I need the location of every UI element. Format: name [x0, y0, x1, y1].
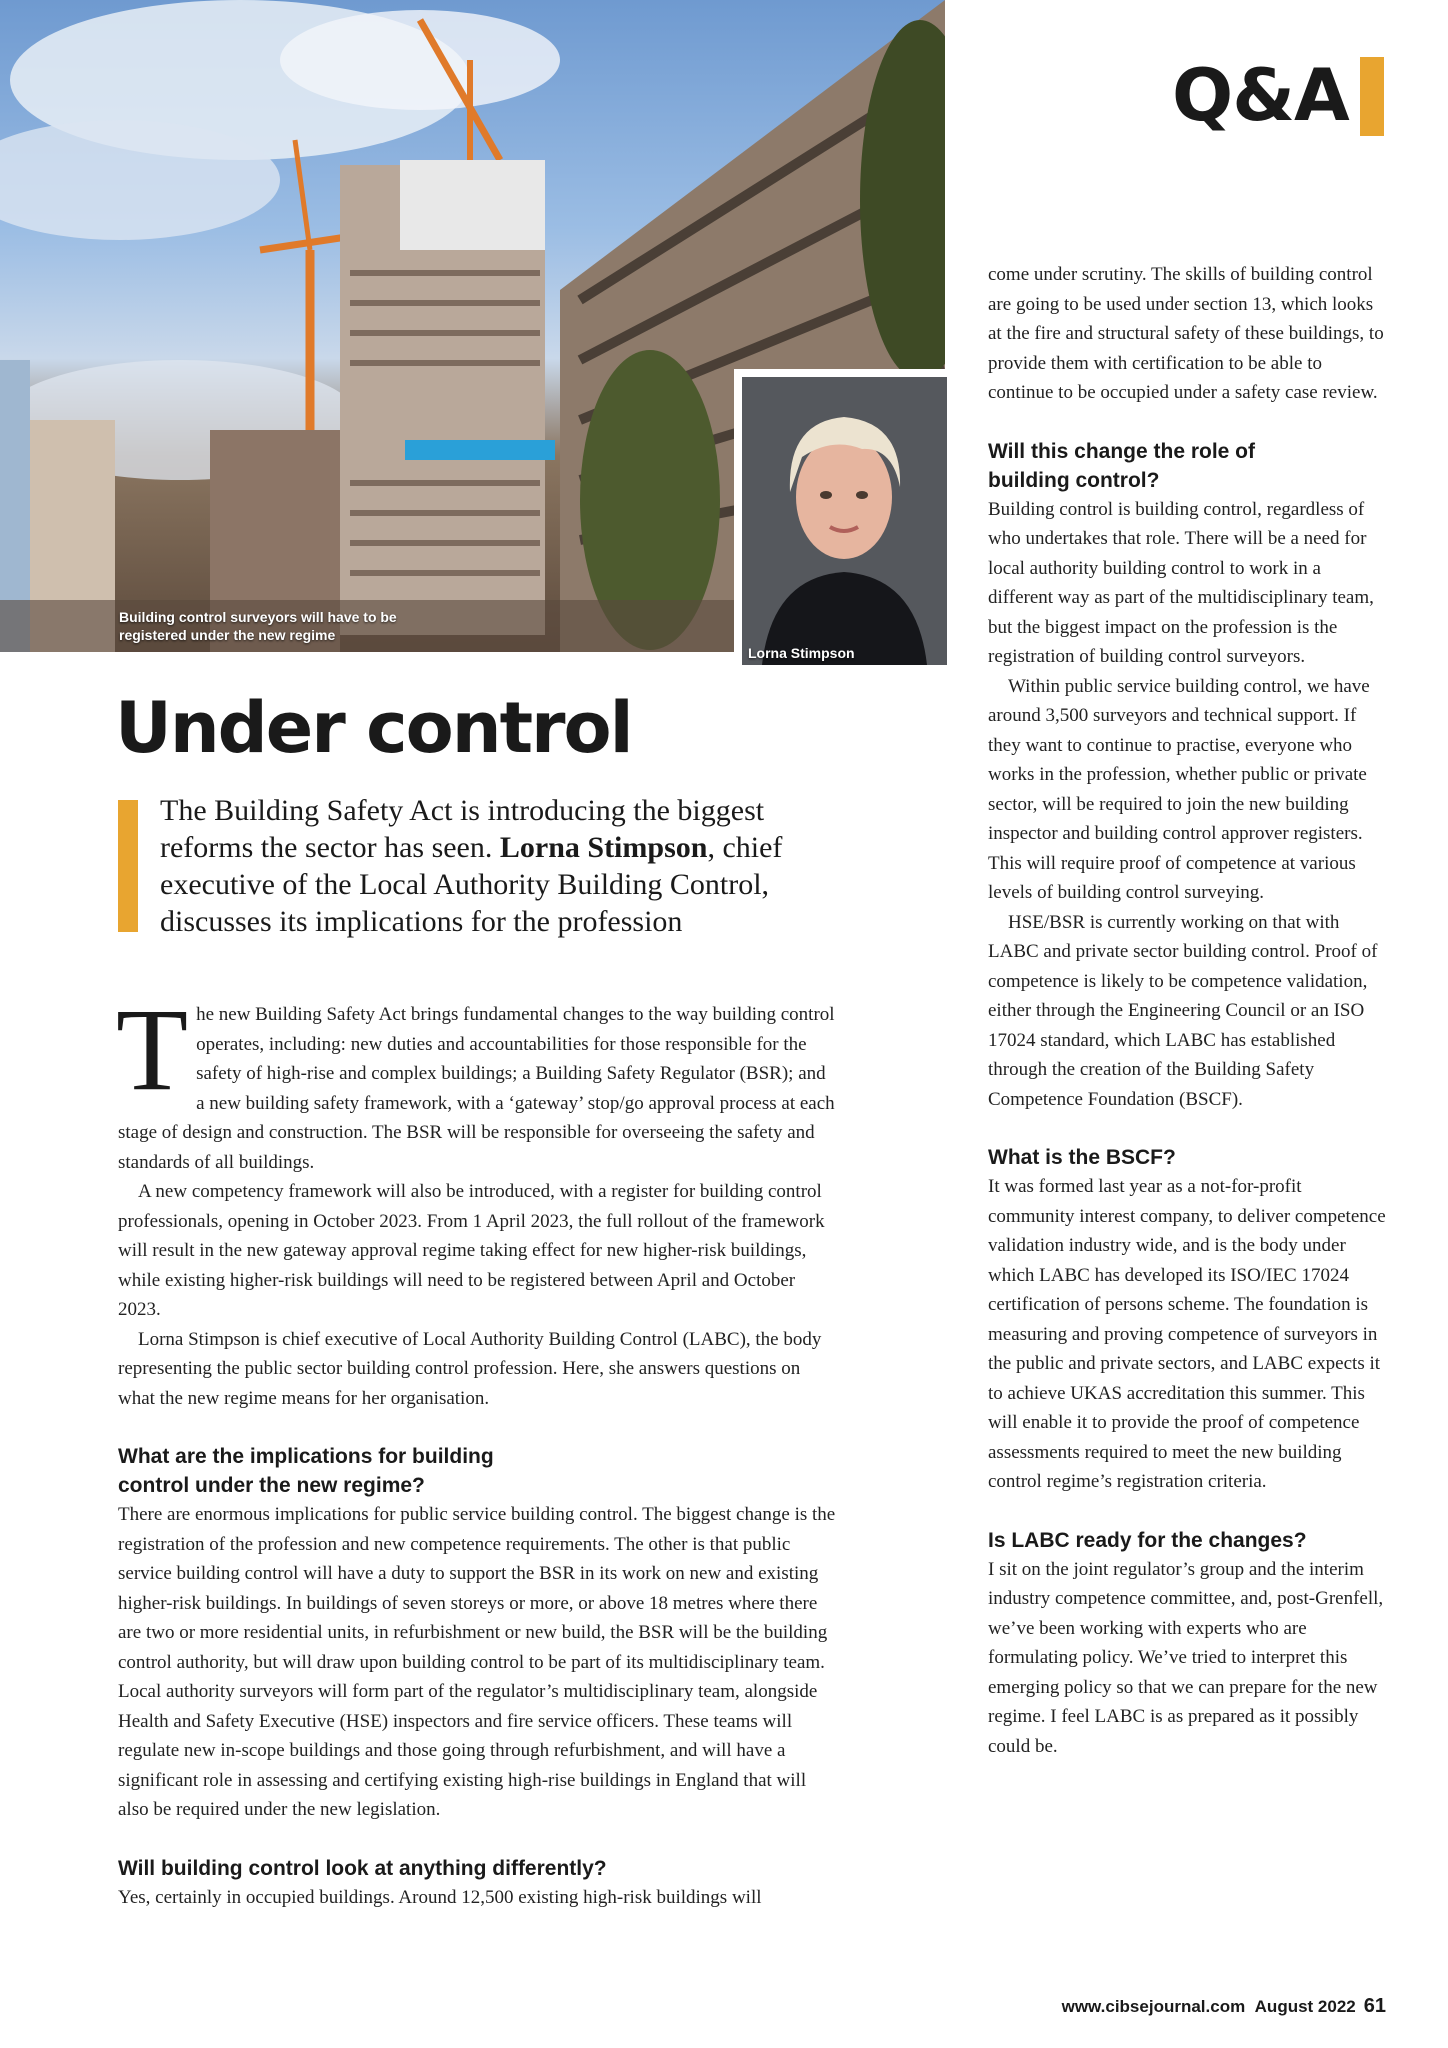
standfirst-text-2: , chief executive of the Local Authority Building Control, discusses its implications for the profession: [160, 831, 783, 938]
intro-paragraph: [116, 984, 838, 1177]
answer-paragraph: come under scrutiny. The skills of building control are going to be used under section 13, which looks at the fire and structural safety of these buildings, to provide them with certification to be able to continue to be occupied under a safety case review.: [988, 264, 1384, 403]
answer-paragraph: There are enormous implications for public service building control. The biggest change is the registration of the profession and new competence requirements. The other is that public service building control will have a duty to support the BSR in its work on new and existing higher-risk buildings. In buildings of seven storeys or more, or above 18 metres where there are two or more residential units, in refurbishment or new build, the BSR will be the building control authority, but will draw upon building control to be part of its multidisciplinary team. Local authority surveyors will form part of the regulator’s multidisciplinary team, alongside Health and Safety Executive (HSE) inspectors and fire service officers. These teams will regulate new in-scope buildings and those going through refurbishment, and will have a significant role in assessing and certifying existing high-rise buildings in England that will also be required under the new legislation.: [118, 1504, 836, 1820]
section-tag-accent-bar: [1360, 57, 1384, 136]
answer-paragraph: I sit on the joint regulator’s group and the interim industry competence committee, and, post-Grenfell, we’ve been working with experts who are formulating policy. We’ve tried to interpret this emerging policy so that we can prepare for the new regime. I feel LABC is as prepared as it possibly could be.: [988, 1558, 1384, 1757]
left-column: [116, 984, 838, 1912]
answer-paragraph: Yes, certainly in occupied buildings. Around 12,500 existing high-risk buildings will: [118, 1886, 762, 1908]
portrait-photo: [742, 377, 947, 665]
body-paragraph: A new competency framework will also be introduced, with a register for building control professionals, opening in October 2023. From 1 April 2023, the full rollout of the framework will result in the new gateway approval regime taking effect for new higher-risk buildings, while existing higher-risk buildings will need to be registered between April and October 2023.: [118, 1181, 825, 1320]
question-heading: Will this change the role of building control?: [988, 439, 1256, 492]
section-tag: Q&A: [1172, 53, 1349, 137]
footer-date: August 2022: [1254, 1997, 1356, 2016]
answer-paragraph: Building control is building control, regardless of who undertakes that role. There will be a need for local authority building control to work in a different way as part of the multidisciplinary team, but the biggest impact on the profession is the registration of building control surveyors.: [988, 498, 1374, 667]
headline: Under control: [115, 687, 632, 769]
page-footer: [1062, 1995, 1386, 2018]
standfirst-name: Lorna Stimpson: [499, 831, 708, 864]
right-column: [988, 260, 1388, 1761]
question-heading: What are the implications for building control under the new regime?: [118, 1445, 494, 1497]
answer-paragraph: It was formed last year as a not-for-profit community interest company, to deliver competence validation industry wide, and is the body under which LABC has developed its ISO/IEC 17024 certification of persons scheme. The foundation is measuring and proving competence of surveyors in the public and private sectors, and LABC expects it to achieve UKAS accreditation this summer. This will enable it to provide the proof of competence assessments required to meet the new building control regime’s registration criteria.: [988, 1176, 1386, 1492]
standfirst-text-1: The Building Safety Act is introducing the biggest reforms the sector has seen.: [160, 794, 765, 864]
question-heading: Is LABC ready for the changes?: [988, 1528, 1307, 1552]
answer-paragraph: HSE/BSR is currently working on that with LABC and private sector building control. Proof of competence is likely to be competence validation, either through the Engineering Council or an ISO 17024 standard, which LABC has established through the creation of the Building Safety Competence Foundation (BSCF).: [988, 911, 1378, 1110]
hero-caption: Building control surveyors will have to be registered under the new regime: [119, 609, 397, 643]
answer-paragraph: Within public service building control, we have around 3,500 surveyors and technical support. If they want to continue to practise, everyone who works in the profession, whether public or private sector, will be required to join the new building inspector and building control approver registers. This will require proof of competence at various levels of building control surveying.: [988, 675, 1370, 903]
body-paragraph: Lorna Stimpson is chief executive of Local Authority Building Control (LABC), the body representing the public sector building control profession. Here, she answers questions on what the new regime means for her organisation.: [118, 1328, 822, 1409]
drop-cap: T: [116, 984, 189, 1115]
intro-text: he new Building Safety Act brings fundamental changes to the way building control operates, including: new duties and accountabilities for those responsible for the safety of high-rise and complex buildings; a Building Safety Regulator (BSR); and a new building safety framework, with a ‘gateway’ stop/go approval process at each stage of design and construction. The BSR will be responsible for overseeing the safety and standards of all buildings.: [118, 1004, 835, 1173]
portrait-illustration: [742, 377, 947, 665]
question-heading: What is the BSCF?: [988, 1146, 1176, 1169]
footer-url[interactable]: www.cibsejournal.com: [1061, 1997, 1246, 2016]
question-heading: Will building control look at anything differently?: [118, 1856, 607, 1880]
portrait-caption: Lorna Stimpson: [748, 645, 855, 661]
page-number: 61: [1363, 1995, 1386, 2017]
standfirst: [160, 792, 820, 940]
standfirst-accent-bar: [118, 800, 138, 932]
